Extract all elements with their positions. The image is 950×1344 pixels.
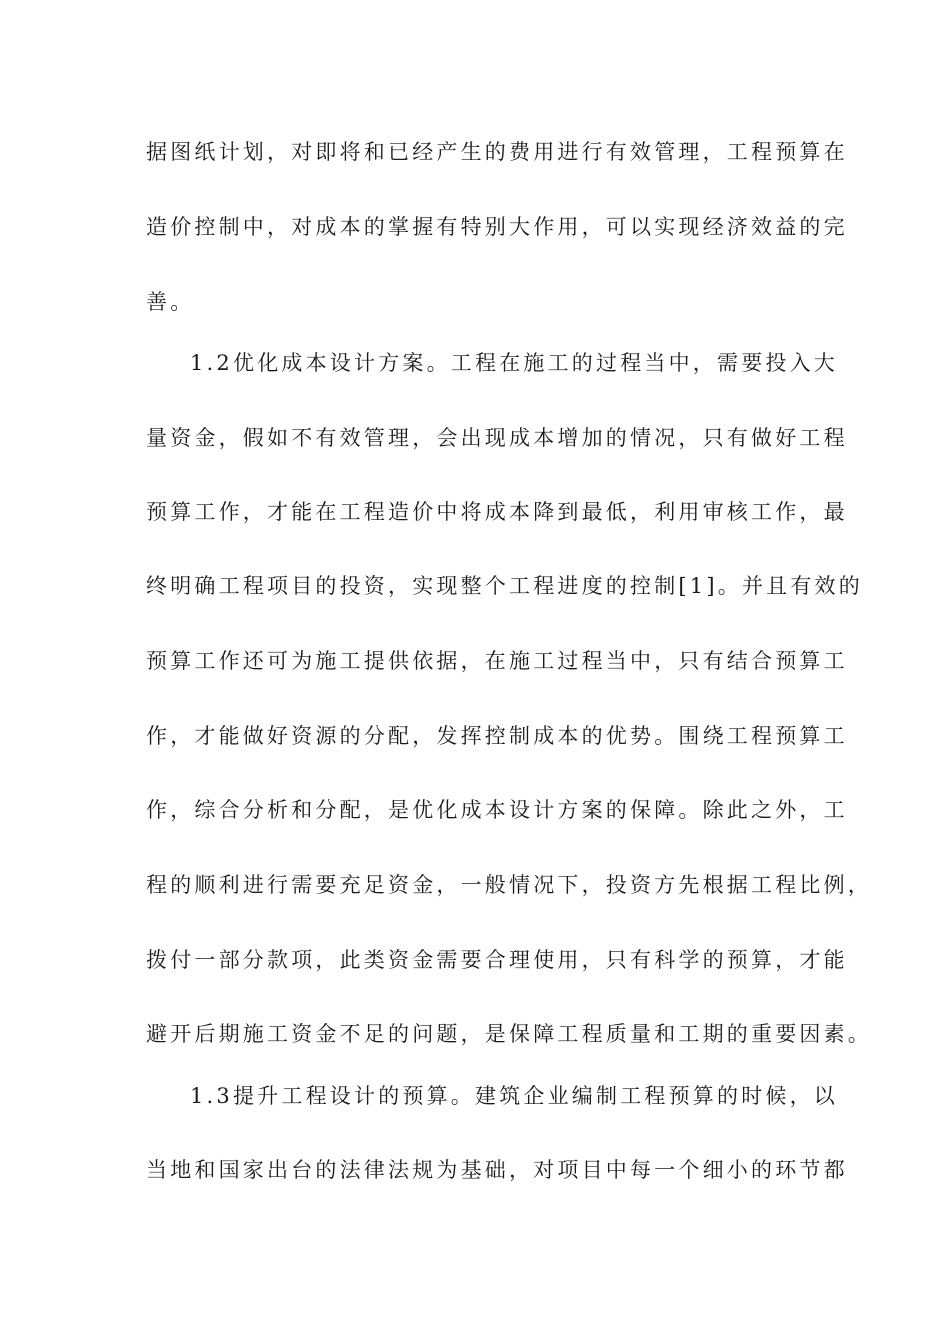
text-line-9: 作，才能做好资源的分配，发挥控制成本的优势。围绕工程预算工 bbox=[146, 724, 848, 748]
section-1-2-heading-line: 1.2优化成本设计方案。工程在施工的过程当中，需要投入大 bbox=[190, 351, 838, 375]
text-line-3: 善。 bbox=[146, 290, 195, 314]
section-1-3-heading-line: 1.3提升工程设计的预算。建筑企业编制工程预算的时候，以 bbox=[190, 1084, 838, 1108]
text-line-15: 当地和国家出台的法律法规为基础，对项目中每一个细小的环节都 bbox=[146, 1158, 848, 1182]
text-line-5: 量资金，假如不有效管理，会出现成本增加的情况，只有做好工程 bbox=[146, 426, 848, 450]
text-line-1: 据图纸计划，对即将和已经产生的费用进行有效管理，工程预算在 bbox=[146, 140, 848, 164]
text-line-7: 终明确工程项目的投资，实现整个工程进度的控制[1]。并且有效的 bbox=[146, 574, 863, 598]
text-line-11: 程的顺利进行需要充足资金，一般情况下，投资方先根据工程比例， bbox=[146, 873, 872, 897]
text-line-6: 预算工作，才能在工程造价中将成本降到最低，利用审核工作，最 bbox=[146, 500, 848, 524]
text-line-2: 造价控制中，对成本的掌握有特别大作用，可以实现经济效益的完 bbox=[146, 215, 848, 239]
text-line-8: 预算工作还可为施工提供依据，在施工过程当中，只有结合预算工 bbox=[146, 649, 848, 673]
text-line-12: 拨付一部分款项，此类资金需要合理使用，只有科学的预算，才能 bbox=[146, 948, 848, 972]
text-line-10: 作，综合分析和分配，是优化成本设计方案的保障。除此之外，工 bbox=[146, 798, 848, 822]
text-line-13: 避开后期施工资金不足的问题，是保障工程质量和工期的重要因素。 bbox=[146, 1022, 872, 1046]
